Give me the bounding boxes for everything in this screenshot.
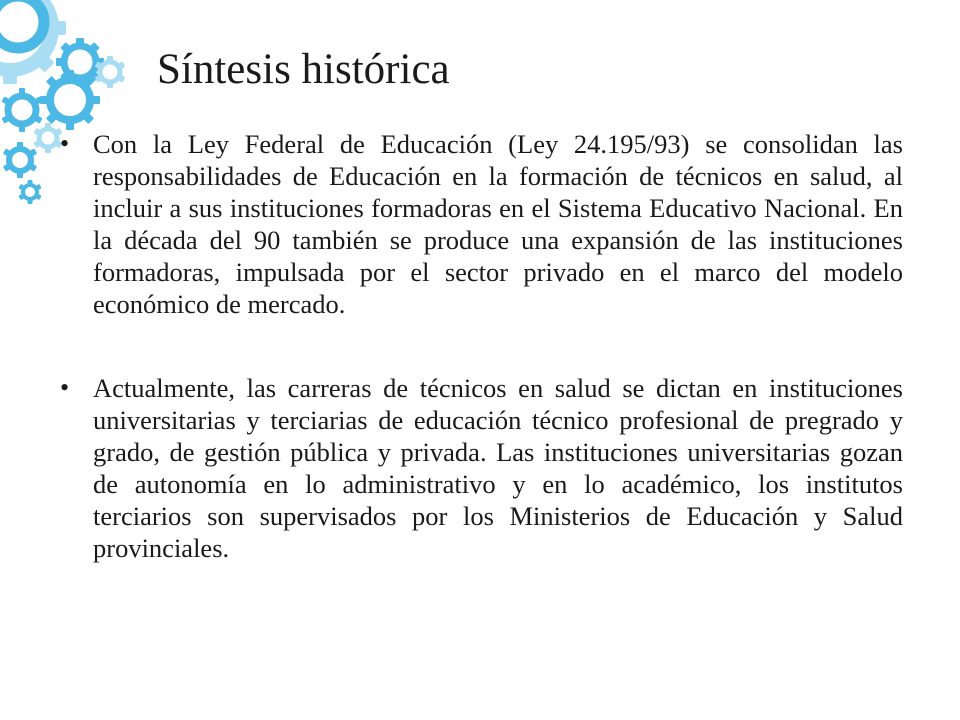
bullet-item [60,128,903,320]
bullet-text: Actualmente, las carreras de técnicos en salud se dictan en instituciones universitarias y terciarias de educación técnico profesional de pregrado y grado, de gestión pública y privada. Las instituciones universitarias gozan de autonomía en lo administrativo y en lo académico, los institutos terciarios son supervisados por los Ministerios de Educación y Salud provinciales. [93,373,903,563]
slide-title: Síntesis histórica [157,46,450,93]
bullet-text: Con la Ley Federal de Educación (Ley 24.195/93) se consolidan las responsabilidades de Educación en la formación de técnicos en salud, al incluir a sus instituciones formadoras en el Sistema Educativo Nacional. En la década del 90 también se produce una expansión de las instituciones formadoras, impulsada por el sector privado en el marco del modelo económico de mercado. [93,129,903,319]
bullet-icon: • [60,129,70,158]
bullet-item [60,372,903,564]
bullet-list [60,128,903,564]
bullet-icon: • [60,373,70,402]
